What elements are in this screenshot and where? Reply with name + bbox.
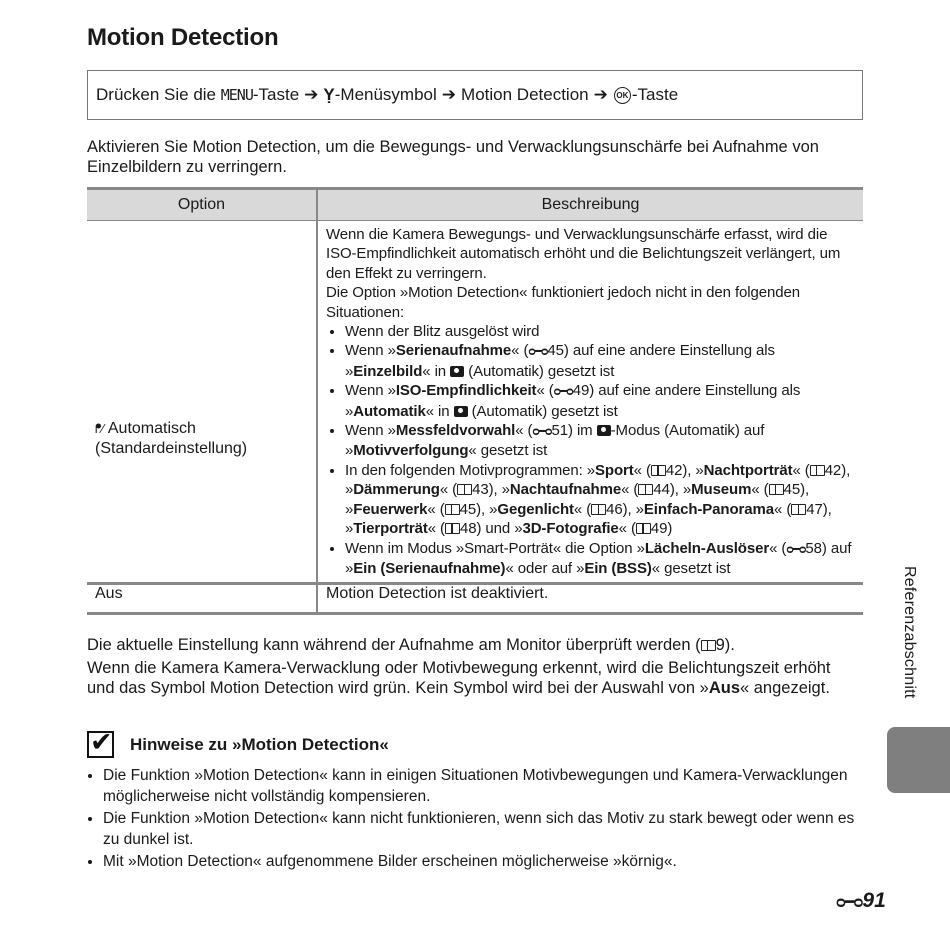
- list-item: • In den folgenden Motivprogrammen: »Sport« ( 42), »Nachtporträt« ( 42), »Dämmerung« ( 43), »Nachtaufnahme« ( 44), »Museum« ( 45), »Feuerwerk« ( 45), »Gegenlicht« ( 46), »Einfach-Panorama« ( 47), »Tierporträt« ( 48) und »3D-Fotografie« ( 49): [345, 461, 855, 539]
- book-icon: [769, 484, 784, 495]
- option-aus-label: Aus: [87, 584, 317, 614]
- book-icon: [591, 504, 606, 515]
- desc-intro: Wenn die Kamera Bewegungs- und Verwacklungsunschärfe erfasst, wird die ISO-Empfindlichkeit automatisch erhöht und die Belichtungszeit verlängert, um den Effekt zu verringern.: [326, 226, 841, 282]
- option-auto-label: Automatisch: [107, 420, 196, 437]
- page-title: Motion Detection: [87, 24, 279, 51]
- description-cell: [317, 221, 863, 584]
- list-item: • Die Funktion »Motion Detection« kann in einigen Situationen Motivbewegungen und Kamera-Verwacklungen möglicherweise nicht vollständig kompensieren.: [103, 766, 857, 807]
- book-icon: [445, 523, 460, 534]
- auto-flag-icon: ᖰ⁄: [95, 421, 104, 436]
- list-item: • Wenn »Messfeldvorwahl« (ᴑ━ᴑ51) im -Modus (Automatik) auf »Motivverfolgung« gesetzt ist: [345, 421, 855, 461]
- book-icon: [636, 523, 651, 534]
- book-icon: [651, 465, 666, 476]
- option-cell: [87, 221, 317, 584]
- desc-intro2: Die Option »Motion Detection« funktioniert jedoch nicht in den folgenden Situationen:: [326, 284, 800, 321]
- menu-path-part2: -Menüsymbol: [334, 85, 437, 104]
- menu-path-box: [87, 70, 863, 120]
- menu-path-prefix: Drücken Sie die: [96, 85, 221, 104]
- book-icon: [810, 465, 825, 476]
- check-icon: [87, 731, 114, 758]
- camera-icon: [597, 425, 611, 436]
- page-number: ᴑ━ᴑ91: [836, 889, 886, 912]
- list-item: • Wenn »ISO-Empfindlichkeit« (ᴑ━ᴑ49) auf eine andere Einstellung als »Automatik« in (Automatik) gesetzt ist: [345, 381, 855, 421]
- bullet-text: Wenn der Blitz ausgelöst wird: [345, 323, 540, 341]
- menu-key-icon: MENU: [220, 86, 253, 104]
- arrow-icon: ➔: [441, 85, 457, 104]
- book-icon: [445, 504, 460, 515]
- after-table-text: [87, 635, 857, 701]
- arrow-icon: ➔: [593, 85, 608, 104]
- list-item: • Mit »Motion Detection« aufgenommene Bilder erscheinen möglicherweise »körnig«.: [103, 852, 857, 873]
- table-row: [87, 584, 863, 614]
- options-table: [87, 187, 863, 615]
- ok-button-icon: OK: [614, 87, 631, 104]
- table-row: [87, 221, 863, 584]
- wrench-icon: Ỵ: [323, 85, 335, 104]
- paragraph: Die aktuelle Einstellung kann während der Aufnahme am Monitor überprüft werden ( 9).: [87, 636, 735, 654]
- book-icon: [791, 504, 806, 515]
- book-icon: [457, 484, 472, 495]
- section-side-label: Referenzabschnitt: [901, 566, 918, 699]
- arrow-icon: ➔: [304, 85, 319, 104]
- camera-icon: [450, 366, 464, 377]
- book-icon: [638, 484, 653, 495]
- eref-icon: ᴑ━ᴑ: [786, 541, 806, 556]
- section-tab: [887, 727, 950, 793]
- list-item: • Wenn im Modus »Smart-Porträt« die Option »Lächeln-Auslöser« (ᴑ━ᴑ58) auf »Ein (Serienaufnahme)« oder auf »Ein (BSS)« gesetzt ist: [345, 539, 855, 579]
- camera-icon: [454, 406, 468, 417]
- eref-icon: ᴑ━ᴑ: [528, 344, 548, 359]
- list-item: • Die Funktion »Motion Detection« kann nicht funktionieren, wenn sich das Motiv zu stark bewegt oder wenn es zu dunkel ist.: [103, 809, 857, 850]
- paragraph: Wenn die Kamera Kamera-Verwacklung oder Motivbewegung erkennt, wird die Belichtungszeit erhöht und das Symbol Motion Detection wird grün. Kein Symbol wird bei der Auswahl von »Aus« angezeigt.: [87, 658, 831, 697]
- menu-path-part1: -Taste: [252, 85, 300, 104]
- notes-list: [87, 766, 857, 875]
- eref-icon: ᴑ━ᴑ: [553, 384, 573, 399]
- menu-path-target: Motion Detection: [461, 85, 589, 104]
- book-icon: [701, 640, 716, 651]
- list-item: • Wenn »Serienaufnahme« (ᴑ━ᴑ45) auf eine andere Einstellung als »Einzelbild« in (Automatik) gesetzt ist: [345, 341, 855, 381]
- menu-path-part3: -Taste: [631, 85, 679, 104]
- notes-heading: [87, 731, 389, 758]
- eref-icon: ᴑ━ᴑ: [532, 424, 552, 439]
- table-header-description: Beschreibung: [317, 189, 863, 221]
- intro-text: Aktivieren Sie Motion Detection, um die Bewegungs- und Verwacklungsunschärfe bei Aufnahme von Einzelbildern zu verringern.: [87, 138, 819, 176]
- list-item: [345, 322, 855, 341]
- table-header-option: Option: [87, 189, 317, 221]
- notes-title: Hinweise zu »Motion Detection«: [130, 734, 389, 754]
- option-aus-description: Motion Detection ist deaktiviert.: [317, 584, 863, 614]
- option-auto-default: (Standardeinstellung): [95, 440, 248, 457]
- eref-icon: ᴑ━ᴑ: [836, 894, 863, 911]
